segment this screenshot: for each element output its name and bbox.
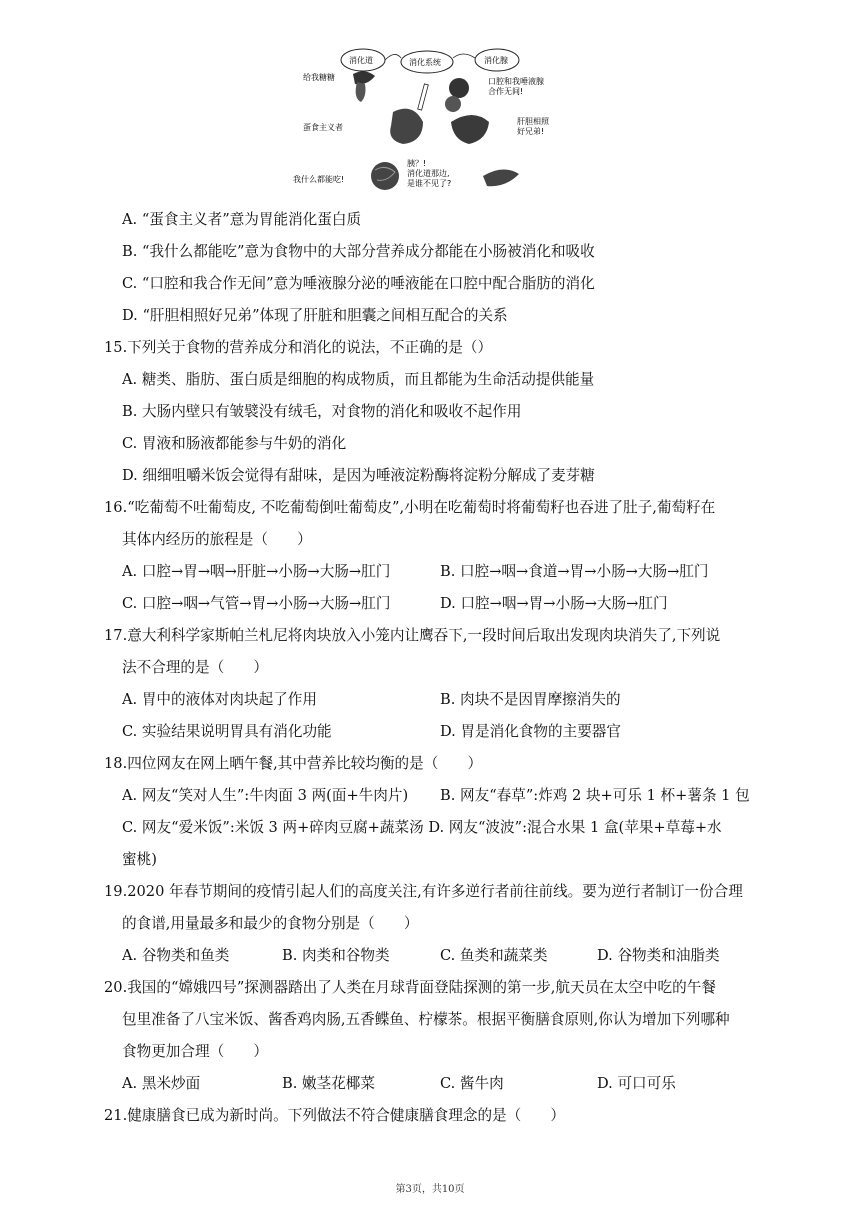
q18-option-b: B. 网友“春草”:炸鸡 2 块+可乐 1 杯+薯条 1 包 [440,787,750,804]
q20-option-d: D. 可口可乐 [597,1075,676,1092]
digestive-system-cartoon [283,42,573,200]
q16-stem-line1: 16.“吃葡萄不吐葡萄皮, 不吃葡萄倒吐葡萄皮”,小明在吃葡萄时将葡萄籽也吞进了肚子,葡萄籽在 [104,499,716,516]
label-give-sugar: 给我糖糖 [303,73,335,82]
q15-stem: 15.下列关于食物的营养成分和消化的说法，不正确的是（） [104,339,493,356]
label-mouth-gland: 口腔和我唾液腺合作无间! [488,77,544,96]
page-footer: 第3页，共10页 [395,1184,465,1195]
q20-stem-line3: 食物更加合理（ ） [122,1043,268,1060]
q15-option-c: C. 胃液和肠液都能参与牛奶的消化 [122,435,347,452]
cartoon-svg [283,42,573,200]
q18-option-c-d: C. 网友“爱米饭”:米饭 3 两+碎肉豆腐+蔬菜汤 D. 网友“波波”:混合水果 1 盒(苹果+草莓+水 [122,819,722,836]
q17-option-d: D. 胃是消化食物的主要器官 [440,723,621,740]
q20-stem-line2: 包里准备了八宝米饭、酱香鸡肉肠,五香鲽鱼、柠檬茶。根据平衡膳食原则,你认为增加下列哪种 [122,1011,730,1028]
label-egg-eater: 蛋食主义者 [303,123,343,132]
q17-option-c: C. 实验结果说明胃具有消化功能 [122,723,332,740]
q21-stem: 21.健康膳食已成为新时尚。下列做法不符合健康膳食理念的是（ ） [104,1107,566,1124]
q17-option-b: B. 肉块不是因胃摩擦消失的 [440,691,621,708]
q19-option-d: D. 谷物类和油脂类 [597,947,720,964]
q17-stem-line2: 法不合理的是（ ） [122,659,268,676]
q15-option-a: A. 糖类、脂肪、蛋白质是细胞的构成物质，而且都能为生命活动提供能量 [122,371,595,388]
q15-option-d: D. 细细咀嚼米饭会觉得有甜味，是因为唾液淀粉酶将淀粉分解成了麦芽糖 [122,467,595,484]
q18-option-d-continued: 蜜桃) [122,851,157,868]
label-eat-all: 我什么都能吃! [293,175,345,184]
q19-stem-line1: 19.2020 年春节期间的疫情引起人们的高度关注,有许多逆行者前往前线。要为逆行者制订一份合理 [104,883,743,900]
q16-option-c: C. 口腔→咽→气管→胃→小肠→大肠→肛门 [122,595,391,612]
q14-option-a: A. “蛋食主义者”意为胃能消化蛋白质 [122,211,362,228]
q16-option-b: B. 口腔→咽→食道→胃→小肠→大肠→肛门 [440,563,709,580]
q19-option-c: C. 鱼类和蔬菜类 [440,947,548,964]
q16-option-d: D. 口腔→咽→胃→小肠→大肠→肛门 [440,595,668,612]
q19-option-b: B. 肉类和谷物类 [282,947,390,964]
q15-option-b: B. 大肠内壁只有皱襞没有绒毛，对食物的消化和吸收不起作用 [122,403,522,420]
label-digestive-gland: 消化腺 [484,56,508,65]
q14-option-c: C. “口腔和我合作无间”意为唾液腺分泌的唾液能在口腔中配合脂肪的消化 [122,275,595,292]
q14-option-d: D. “肝胆相照好兄弟”体现了肝脏和胆囊之间相互配合的关系 [122,307,508,324]
q20-option-b: B. 嫩茎花椰菜 [282,1075,375,1092]
q20-option-a: A. 黑米炒面 [122,1075,201,1092]
label-pancreas: 胰？!消化道那边,是谁不见了? [407,159,452,188]
q17-stem-line1: 17.意大利科学家斯帕兰札尼将肉块放入小笼内让鹰吞下,一段时间后取出发现肉块消失了,下列说 [104,627,721,644]
q19-option-a: A. 谷物类和鱼类 [122,947,230,964]
q14-option-b: B. “我什么都能吃”意为食物中的大部分营养成分都能在小肠被消化和吸收 [122,243,595,260]
q16-stem-line2: 其体内经历的旅程是（ ） [122,531,312,548]
q16-option-a: A. 口腔→胃→咽→肝脏→小肠→大肠→肛门 [122,563,391,580]
label-liver-gall: 肝胆相照好兄弟! [517,117,549,136]
q20-option-c: C. 酱牛肉 [440,1075,504,1092]
q18-option-a: A. 网友“笑对人生”:牛肉面 3 两(面+牛肉片) [122,787,409,804]
q18-stem: 18.四位网友在网上晒午餐,其中营养比较均衡的是（ ） [104,755,483,772]
label-alimentary-canal: 消化道 [349,56,373,65]
q20-stem-line1: 20.我国的“嫦娥四号”探测器踏出了人类在月球背面登陆探测的第一步,航天员在太空中吃的午餐 [104,979,716,996]
label-digestive-system: 消化系统 [409,58,441,67]
q19-stem-line2: 的食谱,用量最多和最少的食物分别是（ ） [122,915,419,932]
q17-option-a: A. 胃中的液体对肉块起了作用 [122,691,317,708]
